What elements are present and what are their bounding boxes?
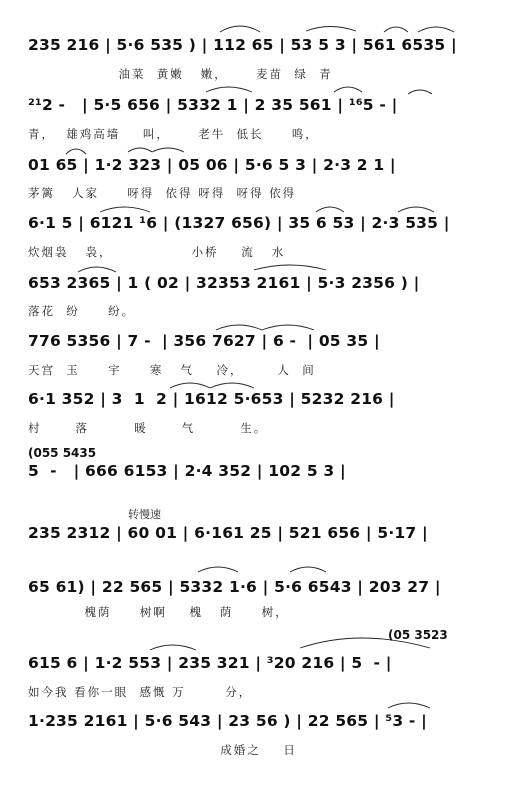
score-system-10-music: 65 61) | 22 565 | 5332 1·6 | 5·6 6543 | 203 27 |	[28, 578, 441, 596]
score-system-11-lyrics: 如今我 看你一眼 感慨 万 分，	[28, 685, 253, 699]
score-system-4-lyrics: 炊烟袅 袅， 小桥 流 水	[28, 245, 286, 259]
score-system-6-music: 776 5356 | 7 - | 356 7627 | 6 - | 05 35 |	[28, 332, 380, 350]
score-system-8-pickup: (055 5435	[28, 446, 97, 460]
score-system-8-music: 5 - | 666 6153 | 2·4 352 | 102 5 3 |	[28, 462, 346, 480]
score-system-3-music: 01 65 | 1·2 323 | 05 06 | 5·6 5 3 | 2·3 2 1 |	[28, 156, 396, 174]
score-system-1-lyrics: 油菜 黄嫩 嫩， 麦苗 绿 青	[28, 67, 333, 81]
score-system-2-lyrics: 青， 雄鸡高墙 叫， 老牛 低长 鸣，	[28, 127, 319, 141]
tempo-marking: 转慢速	[128, 508, 161, 521]
score-system-7-lyrics: 村 落 暖 气 生。	[28, 421, 268, 435]
score-system-1-music: 235 216 | 5·6 535 ) | 112 65 | 53 5 3 | 561 6535 |	[28, 36, 457, 54]
score-system-2-music: ²¹2 - | 5·5 656 | 5332 1 | 2 35 561 | ¹⁶5 - |	[28, 96, 398, 114]
score-system-11-music: 615 6 | 1·2 553 | 235 321 | ³20 216 | 5 - |	[28, 654, 392, 672]
score-system-10-lyrics: 槐荫 树啊 槐 荫 树，	[28, 605, 289, 619]
score-system-5-lyrics: 落花 纷 纷。	[28, 304, 136, 318]
score-system-5-music: 653 2365 | 1 ( 02 | 32353 2161 | 5·3 2356 ) |	[28, 274, 420, 292]
score-system-11-pickup: (05 3523	[388, 628, 448, 642]
score-system-4-music: 6·1 5 | 6121 ¹6 | (1327 656) | 35 6 53 | 2·3 535 |	[28, 214, 450, 232]
score-system-7-music: 6·1 352 | 3 1 2 | 1612 5·653 | 5232 216 |	[28, 390, 395, 408]
score-system-12-lyrics: 成婚之 日	[28, 743, 297, 757]
score-system-12-music: 1·235 2161 | 5·6 543 | 23 56 ) | 22 565 | ⁵3 - |	[28, 712, 427, 730]
score-system-6-lyrics: 天宫 玉 宇 寒 气 冷， 人 间	[28, 363, 316, 377]
score-system-9-music: 235 2312 | 60 01 | 6·161 25 | 521 656 | 5·17 |	[28, 524, 428, 542]
score-system-3-lyrics: 茅篱 人家 呀得 依得 呀得 呀得 依得	[28, 186, 297, 200]
